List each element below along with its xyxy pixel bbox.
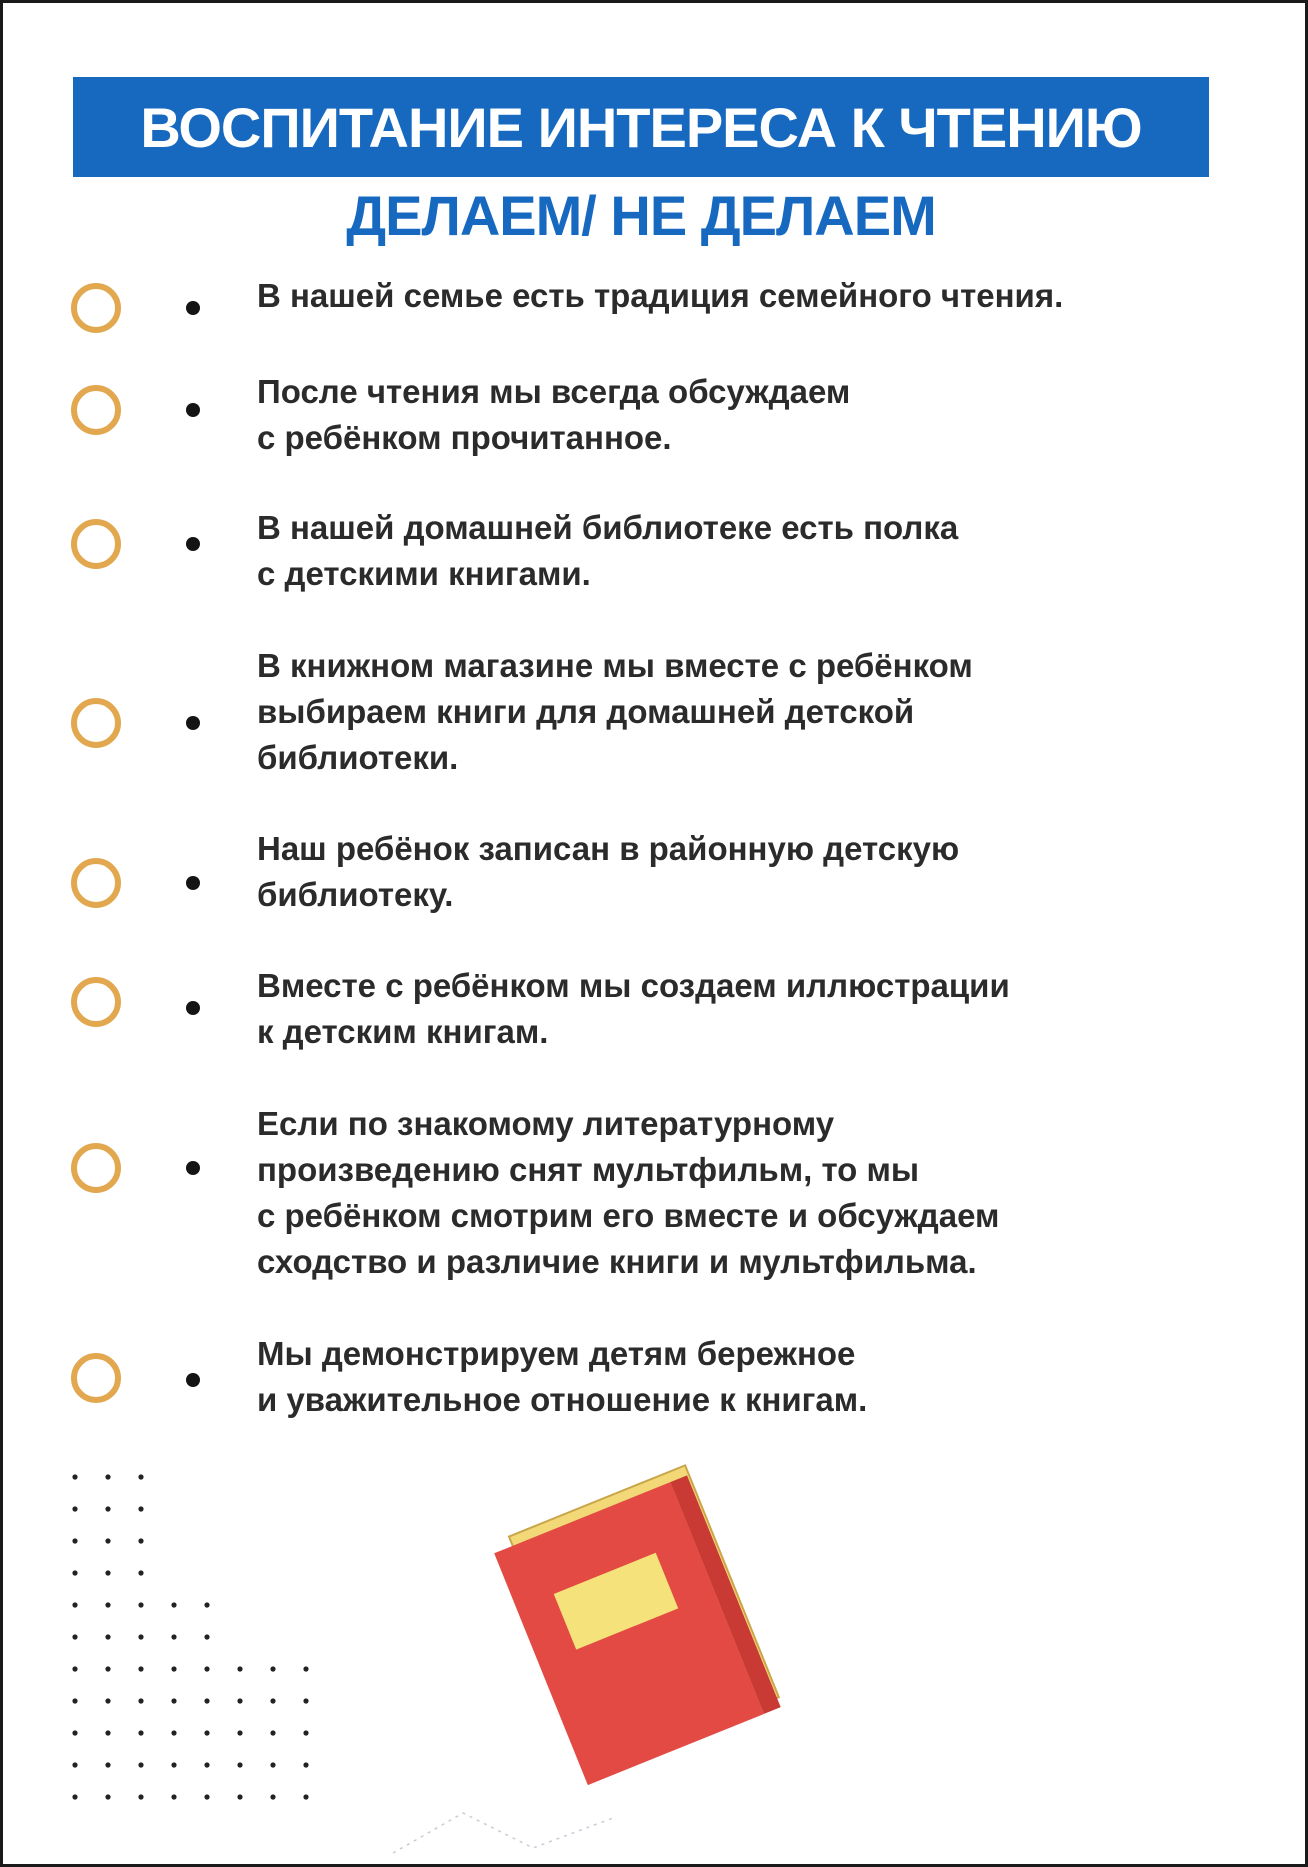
checklist-item-text: После чтения мы всегда обсуждаем с ребёнком прочитанное. [257, 373, 851, 456]
checklist-item-text: Мы демонстрируем детям бережное и уважительное отношение к книгам. [257, 1335, 868, 1418]
checklist-item-text: Вместе с ребёнком мы создаем иллюстрации к детским книгам. [257, 967, 1010, 1050]
book-icon [483, 1463, 803, 1793]
checklist-item-text: В нашей семье есть традиция семейного чтения. [257, 277, 1064, 314]
checklist-item-text: Если по знакомому литературному произведению снят мультфильм, то мы с ребёнком смотрим его вместе и обсуждаем сходство и различие книги и мультфильма. [257, 1105, 1000, 1280]
decor-lines [383, 1803, 643, 1863]
checklist-item-text: В книжном магазине мы вместе с ребёнком выбираем книги для домашней детской библиотеки. [257, 647, 973, 776]
page-title: ВОСПИТАНИЕ ИНТЕРЕСА К ЧТЕНИЮ [140, 95, 1142, 159]
checklist-item-text: Наш ребёнок записан в районную детскую библиотеку. [257, 830, 960, 913]
checklist-item-text: В нашей домашней библиотеке есть полка с детскими книгами. [257, 509, 959, 592]
page-subtitle: ДЕЛАЕМ/ НЕ ДЕЛАЕМ [346, 184, 936, 247]
